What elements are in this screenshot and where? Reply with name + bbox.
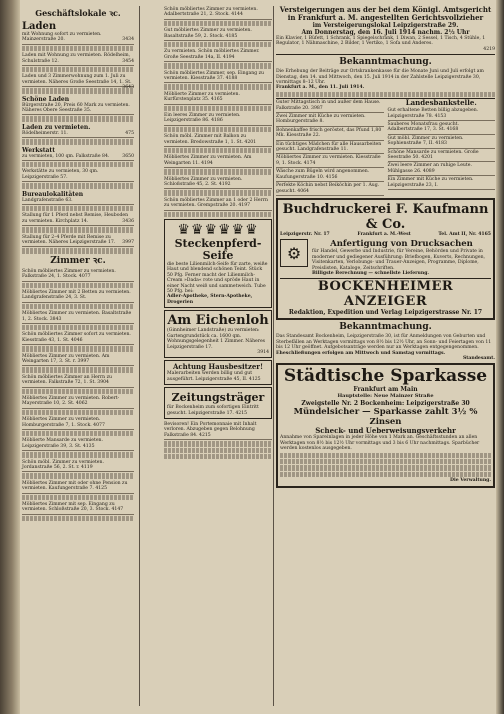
ad-title: Schöne Laden bbox=[22, 95, 70, 103]
small-ads-grid bbox=[276, 98, 495, 196]
section-heading-zimmer: Zimmer ꝛc. bbox=[50, 255, 106, 266]
eichenloh-ad bbox=[164, 310, 272, 358]
list-item: Zu vermieten. Schön möbliertes Zimmer. Große Seestraße 14a, II. 4194 bbox=[164, 48, 272, 62]
list-item: Möbliertes Zimmer zu vermieten. Basaltstraße 1, 2. Stock. 3843 bbox=[22, 310, 134, 324]
printing-press-icon: ⚙ bbox=[280, 239, 308, 267]
anzeiger-title: BOCKENHEIMER ANZEIGER bbox=[280, 278, 491, 309]
list-item: Möbliertes Zimmer zu vermieten. Schloßstraße 45, 2. St. 4192 bbox=[164, 176, 272, 190]
list-item bbox=[22, 234, 134, 248]
auction-title: Versteigerungen aus der bei dem Königl. Amtsgericht in Frankfurt a. M. angestellten Gerichtsvollzieher bbox=[279, 5, 492, 22]
kaufmann-phone: Tel. Amt II, Nr. 4165 bbox=[438, 231, 491, 237]
steckenpferd-title: Steckenpferd-Seife bbox=[174, 237, 262, 263]
ad-text: Stallung für 1 Pferd nebst Remise, Heuboden zu vermieten. Kirchplatz 14. bbox=[22, 213, 129, 224]
small-ads-right bbox=[388, 99, 496, 196]
auction-date: Am Donnerstag, den 16. Juli 1914 nachm. 2½ Uhr bbox=[301, 29, 470, 36]
list-item: Möbliertes Zimmer mit sep. Eingang zu vermieten. Schloßstraße 20, 3. Stock. 4147 bbox=[22, 501, 134, 515]
ad-text: Laden und 3 Zimmerwohnung zum 1. Juli zu vermieten. Näheres Große Seestraße 14, 1. St. bbox=[22, 74, 132, 85]
list-item: Ein tüchtiges Mädchen für alle Hausarbeiten gesucht. Landgrafenstraße 11. bbox=[276, 141, 384, 155]
ad-text: Landgrafenstraße 63. bbox=[22, 197, 73, 203]
list-item: Schön möbliertes Zimmer sofort zu vermieten. Kiesstraße 43, 1. St. 4046 bbox=[22, 331, 134, 345]
auction-sub: im Versteigerungslokal Leipzigerstraße 29. bbox=[312, 22, 459, 29]
kaufmann-street: Leipzigerstr. Nr. 17 bbox=[280, 231, 330, 237]
list-item: Möbliertes Zimmer zu vermieten. Am Weingarten 17, 3. St. r. 3997 bbox=[22, 353, 134, 367]
list-item: Möbliertes Zimmer mit oder ohne Pension zu vermieten. Kaufungerstraße 7. 4125 bbox=[22, 480, 134, 494]
sparkasse-title: Städtische Sparkasse bbox=[283, 366, 488, 387]
page-edge bbox=[496, 0, 504, 714]
ad-code: 3434 bbox=[122, 37, 134, 43]
list-item: Perfekte Köchin nebst Beiköchin per 1. Aug. gesucht. 4064 bbox=[276, 182, 384, 196]
steckenpferd-dealers: Adler-Apotheke, Stern-Apotheke, Drogerien bbox=[167, 294, 253, 305]
ad-text: zu vermieten, 100 qm. Falkstraße 84. bbox=[22, 153, 110, 159]
ad-title: Bureaulokalitäten bbox=[22, 190, 84, 198]
list-item: Schöne Mansarde zu vermieten. Große Seestraße 50. 4201 bbox=[388, 149, 496, 163]
list-item bbox=[22, 95, 134, 116]
ad-text: Bürgerstraße 20, Preis 60 Mark zu vermieten. Näheres Obere Seestraße 35. bbox=[22, 102, 130, 114]
column-1 bbox=[22, 6, 134, 522]
ad-title: Laden zu vermieten. bbox=[22, 123, 91, 131]
zeitungstraeger-text: für Bockenheim zum sofortigen Eintritt gesucht. Leipzigerstraße 17. 4215 bbox=[167, 405, 259, 416]
list-item: Möblierte Mansarde zu vermieten. Leipzigerstraße 39, 3. St. 4135 bbox=[22, 437, 134, 451]
achtung-ad bbox=[164, 360, 272, 385]
ad-text: mit Wohnung sofort zu vermieten. Mainzerstraße 20. bbox=[22, 32, 102, 43]
ad-title: Laden bbox=[22, 21, 57, 32]
ad-text: Rödelheimerstr. 11. bbox=[22, 130, 68, 136]
kaufmann-title: Buchdruckerei F. Kaufmann & Co. bbox=[282, 201, 489, 232]
ad-text: Werkstätte zu vermieten, 30 qm. Leipzigerstraße 57. bbox=[22, 169, 99, 180]
list-item: Schön möbliertes Zimmer zu vermieten. Adalbertstraße 21, 2. Stock. 4144 bbox=[164, 6, 272, 20]
column-rule bbox=[139, 6, 140, 706]
book-gutter bbox=[0, 0, 20, 714]
list-item: Schön möbliertes Zimmer, sep. Eingang zu vermieten. Kiesstraße 37. 4188 bbox=[164, 70, 272, 84]
sparkasse-foot: Die Verwaltung. bbox=[449, 478, 491, 484]
list-item bbox=[22, 52, 134, 66]
ad-code: 3454 bbox=[122, 58, 134, 64]
column-rule bbox=[273, 6, 274, 706]
list-item bbox=[22, 123, 134, 138]
auction-notice bbox=[276, 6, 495, 52]
bekanntmachung-2-text: Das Standesamt Bockenheim, Leipzigerstraße 30, ist für Anmeldungen von Geburten und Sterbefällen an Werktagen vormittags von 8½ bis 12½ Uhr, an Sonn- und Feiertagen von 11 bis 12 Uhr geöffnet. Aufgebotsanträge werden nur an Werktagen entgegengenommen. bbox=[276, 334, 492, 351]
ad-code: 3650 bbox=[122, 153, 134, 159]
landesbank-heading: Landesbankstelle. bbox=[405, 98, 477, 108]
list-item: Schön möbliertes Zimmer zu vermieten. Falkstraße 24, 1. Stock. 4077 bbox=[22, 268, 134, 282]
list-item: Gut möbl. Zimmer zu vermieten. Sophienstraße 7, II. 4183 bbox=[388, 135, 496, 149]
ad-code: 475 bbox=[125, 130, 134, 136]
list-item: Sauberes Monatsfrau gesucht. Adalbertstraße 17, 3. St. 4168 bbox=[388, 121, 496, 135]
ad-text: Laden mit Wohnung zu vermieten. Rödelheim, Schulstraße 12. bbox=[22, 53, 131, 64]
zeitungstraeger-ad bbox=[164, 387, 272, 419]
list-item: Möbliertes Zimmer mit 2 Betten zu vermieten. Landgrafenstraße 24, 3. St. bbox=[22, 289, 134, 303]
auction-items: Ein Klavier, 1 Büfett, 1 Schrank, 1 Spiegelschrank, 1 Diwan, 2 Sessel, 1 Tisch, 4 Stühle, 1 Regulator, 1 Nähmaschine, 2 Bilder, 1 Vertiko, 1 Sofa und Anderes. bbox=[276, 36, 486, 47]
list-item: Guter Mittagstisch in und außer dem Hause. Falkstraße 20. 3987 bbox=[276, 99, 384, 113]
list-item: Möblierte Zimmer zu vermieten. Kurfürstenplatz 35. 4165 bbox=[164, 91, 272, 105]
bekanntmachung-1-sign: Frankfurt a. M., den 11. Juli 1914. bbox=[276, 85, 365, 91]
sparkasse-hq: Hauptstelle: Neue Mainzer Straße bbox=[337, 393, 434, 400]
list-item: Möbliertes Zimmer zu vermieten. Kiesstraße 9, 1. Stock. 4174 bbox=[276, 154, 384, 168]
list-item: Möbliertes Zimmer zu vermieten. Homburgerstraße 7, 1. Stock. 4077 bbox=[22, 416, 134, 430]
bekanntmachung-2-sub: Eheschließungen erfolgen am Mittwoch und Samstag vormittags. bbox=[276, 350, 446, 356]
column-3 bbox=[276, 6, 495, 490]
sparkasse-city: Frankfurt am Main bbox=[353, 386, 418, 394]
achtung-text: Malerarbeiten werden billig und gut ausgeführt. Leipzigerstraße 45, II. 4125 bbox=[167, 371, 261, 382]
steckenpferd-text: die beste Lilienmilch-Seife für zarte, weiße Haut und blendend schönen Teint. Stück 50 Pfg. Ferner macht der Lilienmilch-Cream »Dada« rote und spröde Haut in einer Nacht weiß und sammetweich. Tube 50 Pfg. bei: bbox=[167, 262, 268, 295]
list-item: Schön möbl. Zimmer zu vermieten. Jordanstraße 56, 2. St. r. 4119 bbox=[22, 459, 134, 473]
list-item: Wäsche zum Bügeln wird angenommen. Kaufungerstraße 10. 4156 bbox=[276, 168, 384, 182]
ad-text: Stallung für 2–4 Pferde mit Remise zu vermieten. Näheres Leipzigerstraße 17. bbox=[22, 234, 116, 246]
list-item bbox=[22, 20, 134, 45]
kaufmann-city: Frankfurt a. M.-West bbox=[357, 231, 411, 237]
list-item: Bohnenkaffee frisch geröstet, das Pfund 1,80 Mk. Kiesstraße 22. bbox=[276, 127, 384, 141]
list-item: Schön möbliertes Zimmer an 1 oder 2 Herrn zu vermieten. Grempstraße 20. 4197 bbox=[164, 197, 272, 211]
room-ads-list-2 bbox=[164, 6, 272, 217]
bekanntmachung-1-title: Bekanntmachung. bbox=[339, 57, 432, 68]
list-item: Gut erhaltene Betten billig abzugeben. Leipzigerstraße 78. 4153 bbox=[388, 107, 496, 121]
list-item bbox=[22, 146, 134, 161]
eichenloh-title: Am Eichenloh bbox=[167, 313, 269, 329]
eichenloh-code: 3914 bbox=[257, 349, 269, 355]
ad-code: 3436 bbox=[122, 218, 134, 224]
bekanntmachung-1 bbox=[276, 54, 495, 97]
column-2 bbox=[164, 6, 272, 460]
commercial-ads-list bbox=[22, 20, 134, 254]
list-item: Ein leeres Zimmer zu vermieten. Leipzigerstraße 86. 4186 bbox=[164, 112, 272, 126]
list-item: Zwei Zimmer mit Küche zu vermieten. Homburgerstraße 8. bbox=[276, 113, 384, 127]
list-item bbox=[22, 190, 134, 205]
eichenloh-text: (Ginnheimer Landstraße) zu vermieten: Gartengrundstück ca. 1600 qm. Wohnungsgelegenheit 1 Zimmer. Näheres Leipzigerstraße 17. bbox=[167, 328, 266, 350]
list-item bbox=[22, 212, 134, 226]
list-item: Schön möbliertes Zimmer an Herrn zu vermieten. Falkstraße 72, 1. St. 3904 bbox=[22, 374, 134, 388]
ad-code: 3997 bbox=[122, 240, 134, 246]
list-item: Schön möbl. Zimmer mit Balkon zu vermieten. Bredowstraße 1, 1. St. 4201 bbox=[164, 133, 272, 147]
room-ads-list bbox=[22, 268, 134, 521]
drucksachen-title: Anfertigung von Drucksachen bbox=[330, 239, 473, 250]
lost-item-ad: Bevisoren! Ein Portemonnaie mit Inhalt verloren. Abzugeben gegen Belohnung Falkstraße 84. 4215 bbox=[164, 421, 272, 440]
achtung-title: Achtung Hausbesitzer! bbox=[172, 362, 264, 372]
drucksachen-text: für Handel, Gewerbe und Industrie, für Vereine, Behörden und Private in moderner und gediegener Ausführung: Briefbogen, Kuverts, Rechnungen, Visitenkarten, Verlobungs- und Trauer-Anzeigen, Programme, Diplome, Preislisten, Kataloge, Zeitschriften. bbox=[312, 249, 486, 271]
steckenpferd-ad bbox=[164, 219, 272, 308]
ad-title: Werkstatt bbox=[22, 146, 55, 154]
bekanntmachung-2 bbox=[276, 322, 495, 361]
list-item: Möbliertes Zimmer zu vermieten. Robert-Mayerstraße 10, 2. St. 4062 bbox=[22, 395, 134, 409]
list-item: Möbliertes Zimmer zu vermieten. Am Weingarten 11. 4194 bbox=[164, 154, 272, 168]
sparkasse-text: Annahme von Spareinlagen in jeder Höhe von 1 Mark an. Geschäftsstunden an allen Werktagen von 8½ bis 12½ Uhr vormittags und 3 bis 6 Uhr nachmittags. Sparbücher werden kostenlos ausgegeben. bbox=[280, 435, 480, 452]
kaufmann-address-row bbox=[280, 232, 491, 237]
anzeiger-sub: Redaktion, Expedition und Verlag Leipzigerstrasse Nr. 17 bbox=[288, 309, 483, 317]
list-item: Ein Zimmer mit Küche zu vermieten. Leipzigerstraße 23, I. bbox=[388, 176, 496, 190]
crown-icons: ♛♛♛♛♛♛ bbox=[177, 222, 259, 239]
small-ads-left bbox=[276, 99, 384, 196]
drucksachen-note: Billigste Berechnung — schnellste Lieferung. bbox=[312, 270, 430, 276]
zeitungstraeger-title: Zeitungsträger bbox=[171, 391, 265, 405]
ad-code: 3643 bbox=[122, 85, 134, 91]
list-item: Gut möbliertes Zimmer zu vermieten. Basaltstraße 59, 2. Stock. 4185 bbox=[164, 27, 272, 41]
auction-code: 4219 bbox=[483, 46, 495, 52]
bekanntmachung-2-sign: Standesamt. bbox=[462, 355, 495, 361]
list-item: Zwei leere Zimmer an ruhige Leute. Mühlgasse 26. 4089 bbox=[388, 162, 496, 176]
section-heading-geschaeftslokale: Geschäftslokale ꝛc. bbox=[35, 8, 121, 18]
bekanntmachung-2-title: Bekanntmachung. bbox=[339, 322, 432, 333]
sparkasse-mundel: Mündelsicher — Sparkasse zahlt 3½ % Zinsen bbox=[293, 407, 478, 428]
list-item bbox=[22, 73, 134, 91]
sparkasse-branch: Zweigstelle Nr. 2 Bockenheim: Leipzigerstraße 30 bbox=[301, 400, 470, 408]
sparkasse-ad bbox=[276, 363, 495, 487]
kaufmann-ad bbox=[276, 198, 495, 320]
sparkasse-scheck: Scheck- und Ueberweisungsverkehr bbox=[315, 426, 456, 436]
list-item bbox=[22, 168, 134, 182]
bekanntmachung-1-text: Die Erhebung der Beiträge zur Ortskrankenkasse für die Monate Juni und Juli erfolgt am Dienstag, den 14. und Mittwoch, den 15. Juli 1914 in der Zahlstelle Leipzigerstraße 30, vormittags 8–12 Uhr. bbox=[276, 69, 484, 86]
